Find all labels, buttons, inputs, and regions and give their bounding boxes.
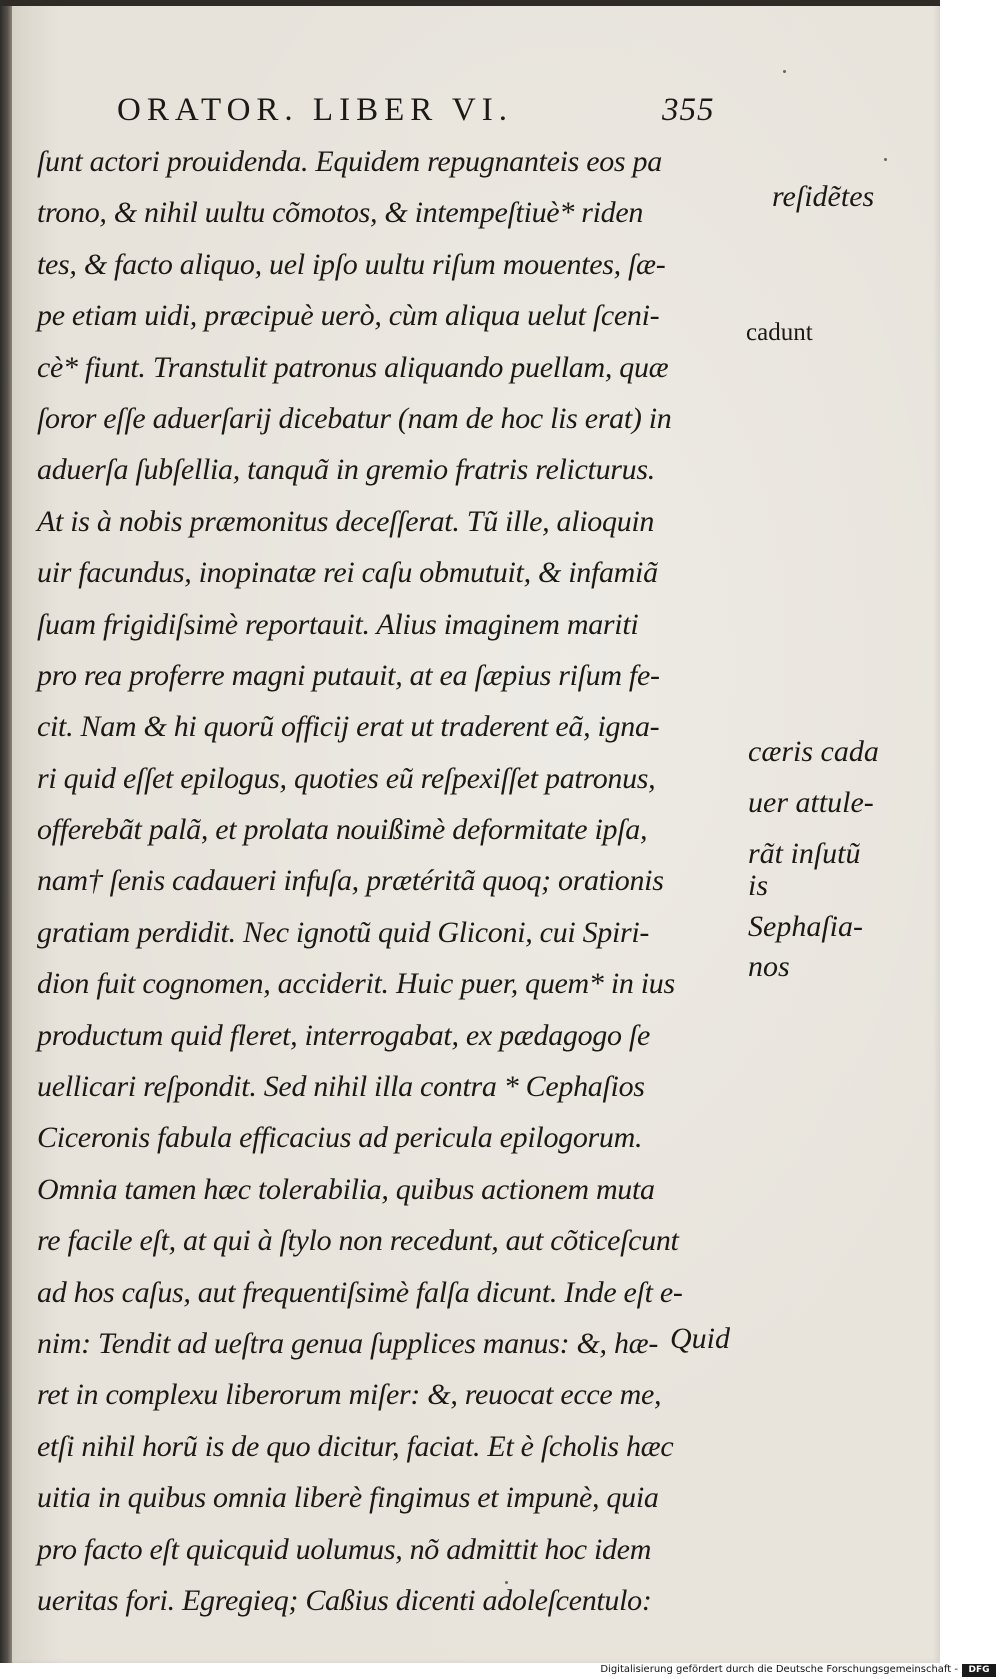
running-head: ORATOR. LIBER VI. <box>117 92 513 128</box>
text-line: gratiam perdidit. Nec ignotũ quid Gliconi, cui Spiri- <box>37 915 650 949</box>
text-line: ad hos caſus, aut frequentiſsimè falſa dicunt. Inde eſt e- <box>37 1275 683 1309</box>
text-line: aduerſa ſubſellia, tanquã in gremio fratris relicturus. <box>37 453 655 487</box>
text-line: cit. Nam & hi quorũ officij erat ut traderent eã, igna- <box>37 710 660 744</box>
text-line: tes, & facto aliquo, uel ipſo uultu riſum mouentes, ſæ- <box>37 247 666 281</box>
text-line: offerebãt palã, et prolata nouißimè deformitate ipſa, <box>37 813 648 847</box>
margin-note: nos <box>748 950 790 983</box>
text-line: pro facto eſt quicquid uolumus, nõ admittit hoc idem <box>37 1532 652 1566</box>
text-line: ri quid eſſet epilogus, quoties eũ reſpexiſſet patronus, <box>37 761 656 795</box>
text-line: uir facundus, inopinatæ rei caſu obmutuit, & infamiã <box>37 556 658 590</box>
book-binding-edge <box>0 0 12 1663</box>
text-line: ſunt actori prouidenda. Equidem repugnanteis eos pa <box>37 145 662 178</box>
margin-note: cæris cada <box>748 735 879 768</box>
text-line: dion fuit cognomen, acciderit. Huic puer, quem* in ius <box>37 967 675 1001</box>
margin-note: rãt inſutũ <box>748 837 861 870</box>
margin-note: uer attule- <box>748 786 874 819</box>
text-line: ſuam frigidiſsimè reportauit. Alius imaginem mariti <box>37 607 639 641</box>
paper-speck <box>884 158 887 161</box>
text-line: uitia in quibus omnia liberè fingimus et impunè, quia <box>37 1481 659 1515</box>
footer-bar <box>0 1663 1000 1679</box>
paper-speck <box>505 1581 508 1584</box>
text-line: nam† ſenis cadaueri infuſa, prætéritã quoq; orationis <box>37 864 664 898</box>
catchword: Quid <box>670 1322 730 1355</box>
text-line: ret in complexu liberorum miſer: &, reuocat ecce me, <box>37 1378 662 1412</box>
text-line: nim: Tendit ad ueſtra genua ſupplices manus: &, hæ- <box>37 1326 659 1360</box>
text-line: ueritas fori. Egregieq; Caßius dicenti adoleſcentulo: <box>37 1583 652 1617</box>
text-line: trono, & nihil uultu cõmotos, & intempeſtiuè* riden <box>37 196 644 230</box>
page-top-edge <box>0 0 940 6</box>
margin-note: is <box>748 869 769 902</box>
text-line: pe etiam uidi, præcipuè uerò, cùm aliqua uelut ſceni- <box>37 299 660 333</box>
dfg-logo: DFG <box>962 1664 996 1677</box>
text-line: pro rea proferre magni putauit, at ea ſæpius riſum fe- <box>37 658 660 692</box>
text-line: At is à nobis præmonitus deceſſerat. Tũ ille, alioquin <box>37 504 655 538</box>
page-number: 355 <box>662 92 715 128</box>
margin-note: Sephaſia- <box>748 910 863 943</box>
margin-note: cadunt <box>746 319 813 346</box>
text-line: productum quid fleret, interrogabat, ex pædagogo ſe <box>37 1018 650 1052</box>
text-line: ſoror eſſe aduerſarij dicebatur (nam de hoc lis erat) in <box>37 401 672 435</box>
text-line: etſi nihil horũ is de quo dicitur, faciat. Et è ſcholis hæc <box>37 1429 674 1463</box>
margin-note: reſidẽtes <box>772 180 875 213</box>
text-line: Omnia tamen hæc tolerabilia, quibus actionem muta <box>37 1172 655 1206</box>
text-line: cè* fiunt. Transtulit patronus aliquando puellam, quæ <box>37 350 669 384</box>
text-line: uellicari reſpondit. Sed nihil illa contra * Cephaſios <box>37 1070 645 1104</box>
footer-credit: Digitalisierung gefördert durch die Deutsche Forschungsgemeinschaft - <box>600 1664 958 1675</box>
body-text <box>37 136 757 1626</box>
text-line: re facile eſt, at qui à ſtylo non recedunt, aut cõticeſcunt <box>37 1224 679 1258</box>
paper-speck <box>783 70 786 73</box>
text-line: Ciceronis fabula efficacius ad pericula epilogorum. <box>37 1121 643 1155</box>
